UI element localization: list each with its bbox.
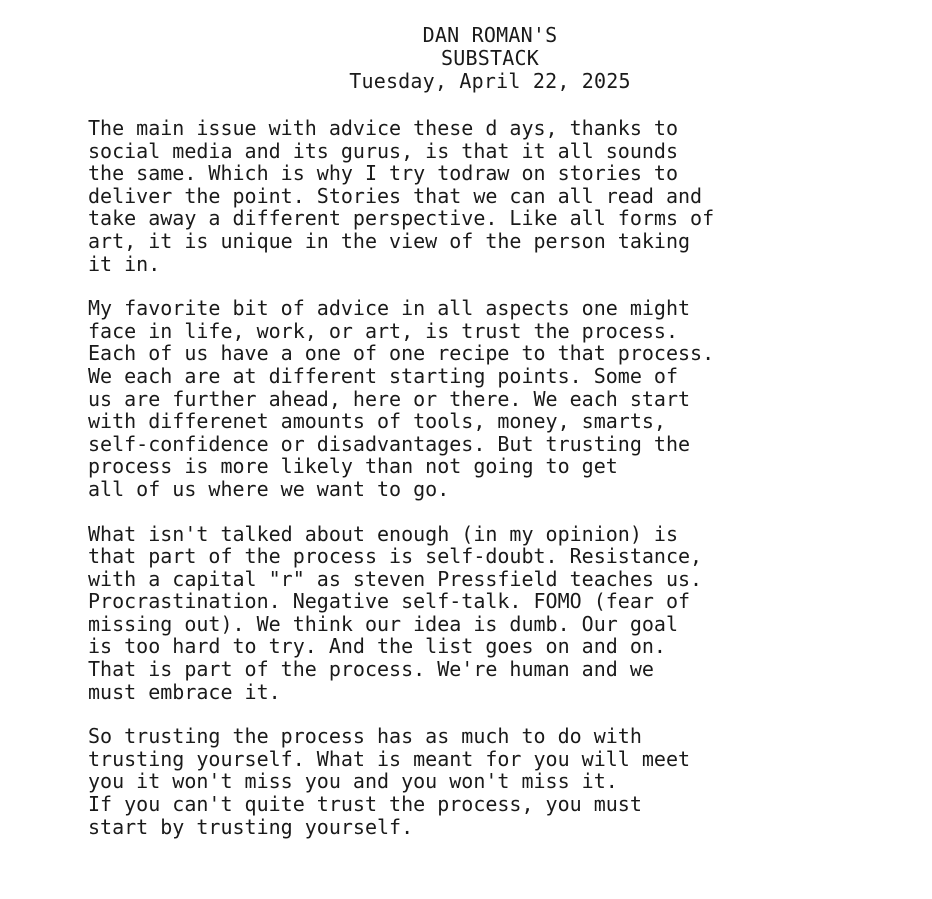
- text-line: The main issue with advice these d ays, thanks to: [88, 116, 679, 140]
- text-line: with differenet amounts of tools, money, smarts,: [88, 409, 666, 434]
- text-line: it in.: [88, 251, 161, 276]
- text-line: the same. Which is why I try todraw on stories to: [88, 161, 679, 186]
- text-line: process is more likely than not going to get: [88, 454, 618, 479]
- paragraph: [88, 523, 918, 704]
- masthead-subtitle: SUBSTACK: [441, 46, 539, 70]
- paragraph: [88, 297, 918, 500]
- text-line: face in life, work, or art, is trust the process.: [88, 318, 679, 343]
- text-line: That is part of the process. We're human and we: [88, 657, 654, 682]
- text-line: all of us where we want to go.: [88, 476, 450, 501]
- text-line: you it won't miss you and you won't miss it.: [88, 769, 618, 794]
- text-line: deliver the point. Stories that we can all read and: [88, 183, 703, 208]
- text-line: My favorite bit of advice in all aspects one might: [88, 296, 691, 321]
- text-line: So trusting the process has as much to do with: [88, 724, 642, 749]
- text-line: trusting yourself. What is meant for you will meet: [88, 746, 691, 771]
- text-line: What isn't talked about enough (in my opinion) is: [88, 521, 679, 546]
- paragraph: [88, 117, 918, 275]
- text-line: take away a different perspective. Like all forms of: [88, 206, 715, 231]
- text-line: We each are at different starting points. Some of: [88, 363, 679, 388]
- text-line: is too hard to try. And the list goes on and on.: [88, 634, 666, 659]
- text-line: with a capital "r" as steven Pressfield teaches us.: [88, 566, 703, 591]
- text-line: art, it is unique in the view of the person taking: [88, 228, 691, 253]
- text-line: that part of the process is self-doubt. Resistance,: [88, 544, 703, 569]
- text-line: us are further ahead, here or there. We each start: [88, 386, 691, 411]
- masthead: [0, 24, 932, 93]
- masthead-title: DAN ROMAN'S: [422, 23, 558, 47]
- paragraph: [88, 725, 918, 838]
- text-line: Each of us have a one of one recipe to that process.: [88, 341, 715, 366]
- text-line: social media and its gurus, is that it all sounds: [88, 138, 679, 163]
- text-line: must embrace it.: [88, 679, 281, 704]
- text-line: start by trusting yourself.: [88, 814, 414, 839]
- masthead-date: Tuesday, April 22, 2025: [349, 69, 631, 93]
- text-line: self-confidence or disadvantages. But trusting the: [88, 431, 691, 456]
- text-line: Procrastination. Negative self-talk. FOMO (fear of: [88, 589, 691, 614]
- article-body: [88, 117, 918, 860]
- text-line: missing out). We think our idea is dumb. Our goal: [88, 611, 679, 636]
- text-line: If you can't quite trust the process, you must: [88, 792, 642, 817]
